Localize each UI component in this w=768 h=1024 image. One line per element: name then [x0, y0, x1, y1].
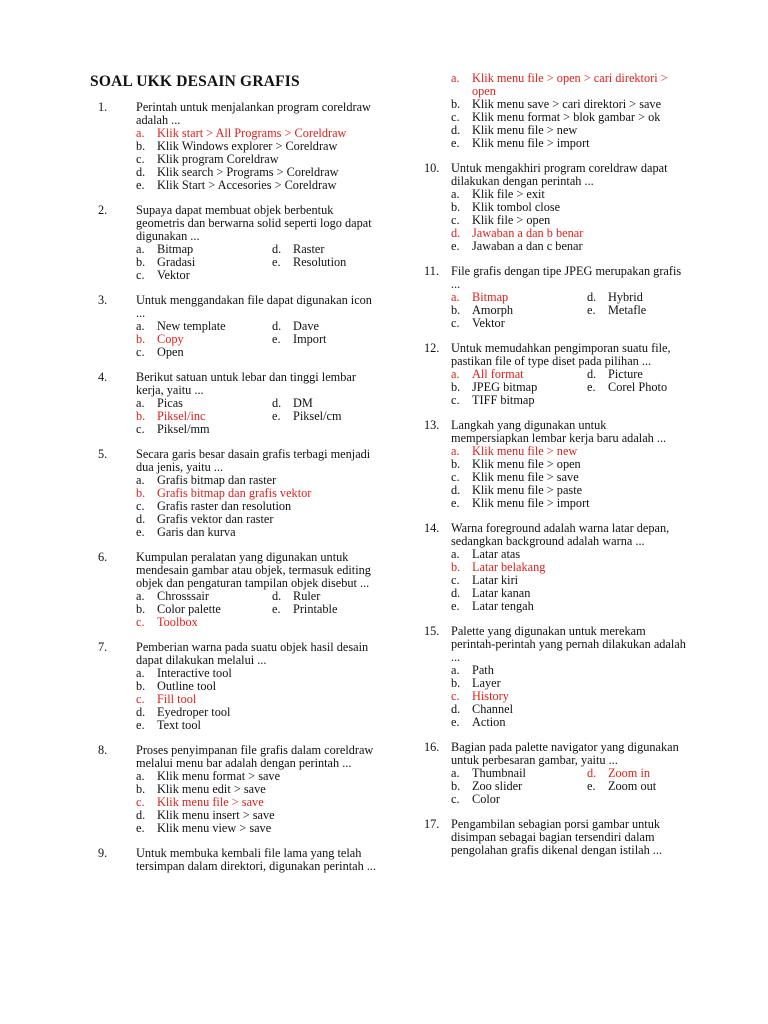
option-text: Raster [293, 242, 325, 256]
option-text: Ruler [293, 589, 321, 603]
option-text: Picas [157, 396, 183, 410]
option-letter: e. [136, 525, 145, 539]
option-letter: e. [272, 602, 281, 616]
question-text: Untuk memudahkan pengimporan suatu file, pastikan file of type diset pada pilihan ... [451, 341, 671, 368]
option-letter: d. [451, 702, 461, 716]
answer-option [272, 256, 378, 269]
option-text: New template [157, 319, 226, 333]
option-text: Eyedroper tool [157, 705, 231, 719]
option-text: JPEG bitmap [472, 380, 538, 394]
question-text: Proses penyimpanan file grafis dalam coreldraw melalui menu bar adalah dengan perintah ... [136, 743, 374, 770]
option-letter: a. [136, 473, 145, 487]
option-letter: c. [451, 470, 460, 484]
question-text: Untuk membuka kembali file lama yang telah tersimpan dalam direktori, digunakan perintah ... [136, 846, 377, 873]
option-letter: a. [451, 290, 460, 304]
answer-option [136, 346, 272, 359]
option-letter: d. [587, 367, 597, 381]
option-text: Jawaban a dan b benar [472, 226, 584, 240]
option-letter: e. [136, 178, 145, 192]
option-letter: c. [136, 615, 145, 629]
question-5 [88, 448, 378, 539]
answer-option [136, 822, 378, 835]
question-number: 14. [424, 521, 440, 535]
option-letter: c. [136, 345, 145, 359]
option-text: Klik menu file > new [472, 123, 578, 137]
option-letter: e. [272, 332, 281, 346]
option-letter: e. [136, 718, 145, 732]
left-column [88, 70, 378, 885]
option-text: History [472, 689, 509, 703]
option-text: Latar tengah [472, 599, 534, 613]
option-text: Import [293, 332, 327, 346]
option-letter: c. [136, 499, 145, 513]
option-text: Klik menu file > import [472, 136, 590, 150]
answer-option-correct [451, 72, 686, 98]
option-letter: c. [451, 110, 460, 124]
option-text: Klik menu edit > save [157, 782, 266, 796]
option-text: Klik search > Programs > Coreldraw [157, 165, 339, 179]
question-text: Secara garis besar dasain grafis terbagi menjadi dua jenis, yaitu ... [136, 447, 371, 474]
option-text: Interactive tool [157, 666, 232, 680]
answer-options [136, 590, 378, 629]
option-text: Bitmap [157, 242, 194, 256]
question-8 [88, 744, 378, 835]
question-number: 7. [98, 640, 108, 654]
option-text: Klik menu file > paste [472, 483, 583, 497]
option-letter: c. [451, 316, 460, 330]
option-letter: a. [136, 319, 145, 333]
option-letter: b. [451, 779, 461, 793]
option-letter: e. [272, 255, 281, 269]
option-letter: b. [451, 200, 461, 214]
question-number: 6. [98, 550, 108, 564]
question-text: File grafis dengan tipe JPEG merupakan grafis ... [451, 264, 682, 291]
option-text: Klik menu file > save [472, 470, 579, 484]
answer-option [136, 526, 378, 539]
answer-option [451, 240, 686, 253]
option-text: Grafis bitmap dan grafis vektor [157, 486, 312, 500]
option-text: Hybrid [608, 290, 643, 304]
question-text: Untuk mengakhiri program coreldraw dapat dilakukan dengan perintah ... [451, 161, 668, 188]
question-number: 3. [98, 293, 108, 307]
option-text: Text tool [157, 718, 201, 732]
answer-options [451, 188, 686, 253]
option-letter: a. [136, 666, 145, 680]
question-text: Pemberian warna pada suatu objek hasil desain dapat dilakukan melalui ... [136, 640, 369, 667]
option-letter: d. [587, 766, 597, 780]
option-letter: a. [136, 396, 145, 410]
answer-options [136, 770, 378, 835]
option-letter: a. [136, 126, 145, 140]
option-text: Garis dan kurva [157, 525, 236, 539]
option-letter: d. [272, 242, 282, 256]
option-letter: c. [451, 792, 460, 806]
option-letter: a. [451, 766, 460, 780]
answer-option [136, 423, 272, 436]
option-letter: d. [272, 589, 282, 603]
option-letter: b. [136, 332, 146, 346]
question-number: 11. [424, 264, 439, 278]
option-letter: b. [136, 602, 146, 616]
question-number: 12. [424, 341, 440, 355]
option-text: Copy [157, 332, 184, 346]
option-letter: e. [451, 715, 460, 729]
question-16 [424, 741, 686, 806]
option-letter: d. [136, 512, 146, 526]
question-number: 4. [98, 370, 108, 384]
option-text: Printable [293, 602, 338, 616]
option-text: Klik menu insert > save [157, 808, 275, 822]
option-text: Fill tool [157, 692, 197, 706]
option-letter: b. [451, 457, 461, 471]
option-text: TIFF bitmap [472, 393, 535, 407]
option-letter: e. [451, 239, 460, 253]
option-letter: e. [587, 303, 596, 317]
option-text: Klik menu file > open > cari direktori > open [472, 71, 668, 98]
option-letter: b. [451, 380, 461, 394]
option-text: Color [472, 792, 501, 806]
option-text: Piksel/inc [157, 409, 206, 423]
answer-options [136, 243, 378, 282]
answer-option [451, 600, 686, 613]
option-letter: b. [136, 139, 146, 153]
answer-options [451, 72, 686, 150]
option-letter: a. [136, 589, 145, 603]
option-text: Piksel/mm [157, 422, 210, 436]
option-letter: e. [136, 821, 145, 835]
option-text: Latar kiri [472, 573, 519, 587]
option-letter: b. [451, 676, 461, 690]
option-text: Zoo slider [472, 779, 523, 793]
answer-options [451, 368, 686, 407]
option-letter: b. [451, 303, 461, 317]
option-text: Latar atas [472, 547, 521, 561]
option-text: Grafis bitmap dan raster [157, 473, 277, 487]
option-text: Klik menu format > blok gambar > ok [472, 110, 661, 124]
option-letter: b. [451, 560, 461, 574]
option-letter: c. [451, 393, 460, 407]
option-text: Toolbox [157, 615, 198, 629]
answer-option-correct [136, 616, 272, 629]
option-text: Resolution [293, 255, 347, 269]
question-text: Palette yang digunakan untuk merekam perintah-perintah yang pernah dilakukan adalah ... [451, 624, 686, 664]
option-text: DM [293, 396, 313, 410]
option-text: Piksel/cm [293, 409, 342, 423]
question-text: Untuk menggandakan file dapat digunakan icon ... [136, 293, 372, 320]
question-number: 15. [424, 624, 440, 638]
question-text: Warna foreground adalah warna latar depan, sedangkan background adalah warna ... [451, 521, 670, 548]
question-17 [424, 818, 686, 857]
option-letter: d. [451, 483, 461, 497]
option-text: Thumbnail [472, 766, 526, 780]
option-text: Jawaban a dan c benar [472, 239, 583, 253]
question-6 [88, 551, 378, 629]
option-letter: c. [136, 692, 145, 706]
option-text: Klik start > All Programs > Coreldraw [157, 126, 347, 140]
question-number: 9. [98, 846, 108, 860]
question-number: 2. [98, 203, 108, 217]
question-2 [88, 204, 378, 282]
question-number: 13. [424, 418, 440, 432]
answer-option [451, 317, 587, 330]
answer-options [451, 445, 686, 510]
answer-option [136, 719, 378, 732]
answer-option [587, 381, 686, 394]
option-letter: d. [136, 165, 146, 179]
option-text: Corel Photo [608, 380, 668, 394]
option-letter: d. [272, 396, 282, 410]
answer-option [451, 497, 686, 510]
option-text: Klik file > exit [472, 187, 545, 201]
option-letter: a. [451, 547, 460, 561]
option-letter: b. [136, 782, 146, 796]
answer-options [451, 664, 686, 729]
option-text: Action [472, 715, 506, 729]
option-text: Chrosssair [157, 589, 209, 603]
option-letter: a. [451, 444, 460, 458]
question-number: 17. [424, 817, 440, 831]
question-10 [424, 162, 686, 253]
question-text: Bagian pada palette navigator yang digunakan untuk perbesaran gambar, yaitu ... [451, 740, 679, 767]
option-letter: a. [136, 769, 145, 783]
answer-options [451, 548, 686, 613]
question-14 [424, 522, 686, 613]
question-9 [88, 847, 378, 873]
option-text: Grafis raster dan resolution [157, 499, 292, 513]
option-letter: e. [587, 779, 596, 793]
option-text: Bitmap [472, 290, 509, 304]
option-letter: a. [451, 71, 460, 85]
option-text: Latar kanan [472, 586, 531, 600]
option-text: All format [472, 367, 524, 381]
option-letter: e. [587, 380, 596, 394]
option-text: Klik menu file > open [472, 457, 581, 471]
answer-option [587, 780, 686, 793]
option-text: Latar belakang [472, 560, 546, 574]
option-letter: e. [451, 136, 460, 150]
answer-options [136, 474, 378, 539]
question-number: 10. [424, 161, 440, 175]
answer-options [136, 667, 378, 732]
answer-option [272, 333, 378, 346]
option-letter: c. [136, 795, 145, 809]
option-letter: c. [136, 268, 145, 282]
answer-option [451, 793, 587, 806]
option-letter: d. [272, 319, 282, 333]
option-letter: d. [451, 226, 461, 240]
option-text: Klik menu save > cari direktori > save [472, 97, 662, 111]
option-text: Klik menu file > new [472, 444, 578, 458]
option-text: Open [157, 345, 184, 359]
question-12 [424, 342, 686, 407]
answer-options [451, 291, 686, 330]
option-letter: d. [451, 586, 461, 600]
answer-options [136, 397, 378, 436]
option-letter: c. [136, 152, 145, 166]
option-text: Layer [472, 676, 501, 690]
question-13 [424, 419, 686, 510]
question-15 [424, 625, 686, 729]
option-text: Klik menu view > save [157, 821, 272, 835]
option-text: Metafle [608, 303, 647, 317]
option-letter: b. [136, 679, 146, 693]
option-text: Klik program Coreldraw [157, 152, 279, 166]
option-letter: b. [136, 409, 146, 423]
option-text: Klik Windows explorer > Coreldraw [157, 139, 338, 153]
question-11 [424, 265, 686, 330]
question-1 [88, 101, 378, 192]
answer-option [272, 410, 378, 423]
option-text: Dave [293, 319, 319, 333]
option-text: Vektor [472, 316, 505, 330]
question-continued [424, 72, 686, 150]
option-letter: b. [451, 97, 461, 111]
option-text: Gradasi [157, 255, 196, 269]
option-letter: a. [136, 242, 145, 256]
option-letter: d. [451, 123, 461, 137]
option-text: Klik menu file > import [472, 496, 590, 510]
answer-option [451, 137, 686, 150]
option-letter: c. [451, 689, 460, 703]
answer-option [451, 716, 686, 729]
option-text: Outline tool [157, 679, 217, 693]
option-letter: c. [451, 573, 460, 587]
question-text: Langkah yang digunakan untuk mempersiapkan lembar kerja baru adalah ... [451, 418, 667, 445]
option-text: Klik tombol close [472, 200, 561, 214]
option-letter: a. [451, 663, 460, 677]
option-letter: a. [451, 187, 460, 201]
option-text: Path [472, 663, 494, 677]
option-text: Vektor [157, 268, 190, 282]
question-3 [88, 294, 378, 359]
question-number: 5. [98, 447, 108, 461]
option-text: Grafis vektor dan raster [157, 512, 274, 526]
question-text: Pengambilan sebagian porsi gambar untuk disimpan sebagai bagian tersendiri dalam pengolahan grafis dikenal dengan istilah ... [451, 817, 663, 857]
option-text: Picture [608, 367, 643, 381]
question-number: 16. [424, 740, 440, 754]
question-text: Supaya dapat membuat objek berbentuk geometris dan berwarna solid seperti logo dapat digunakan ... [136, 203, 372, 243]
option-letter: a. [451, 367, 460, 381]
right-column [424, 72, 686, 869]
option-letter: e. [451, 599, 460, 613]
page-title: SOAL UKK DESAIN GRAFIS [90, 73, 300, 90]
option-text: Klik menu file > save [157, 795, 264, 809]
option-letter: d. [136, 808, 146, 822]
answer-options [451, 767, 686, 806]
answer-options [136, 320, 378, 359]
option-text: Amorph [472, 303, 513, 317]
option-letter: d. [587, 290, 597, 304]
question-7 [88, 641, 378, 732]
question-text: Berikut satuan untuk lebar dan tinggi lembar kerja, yaitu ... [136, 370, 356, 397]
question-text: Perintah untuk menjalankan program coreldraw adalah ... [136, 100, 371, 127]
option-letter: c. [136, 422, 145, 436]
question-number: 8. [98, 743, 108, 757]
option-text: Klik Start > Accesories > Coreldraw [157, 178, 337, 192]
option-text: Klik file > open [472, 213, 551, 227]
option-text: Zoom out [608, 779, 657, 793]
option-letter: b. [136, 255, 146, 269]
answer-option [272, 603, 378, 616]
option-letter: e. [451, 496, 460, 510]
question-4 [88, 371, 378, 436]
answer-option [587, 304, 686, 317]
option-letter: e. [272, 409, 281, 423]
option-letter: c. [451, 213, 460, 227]
answer-option [136, 179, 378, 192]
option-text: Channel [472, 702, 513, 716]
answer-option [451, 394, 587, 407]
option-letter: d. [136, 705, 146, 719]
question-text: Kumpulan peralatan yang digunakan untuk mendesain gambar atau objek, termasuk editing objek dan pengaturan tampilan objek disebut ... [136, 550, 371, 590]
option-text: Color palette [157, 602, 221, 616]
option-text: Klik menu format > save [157, 769, 281, 783]
option-text: Zoom in [608, 766, 651, 780]
answer-options [136, 127, 378, 192]
question-number: 1. [98, 100, 108, 114]
option-letter: b. [136, 486, 146, 500]
answer-option [136, 269, 272, 282]
